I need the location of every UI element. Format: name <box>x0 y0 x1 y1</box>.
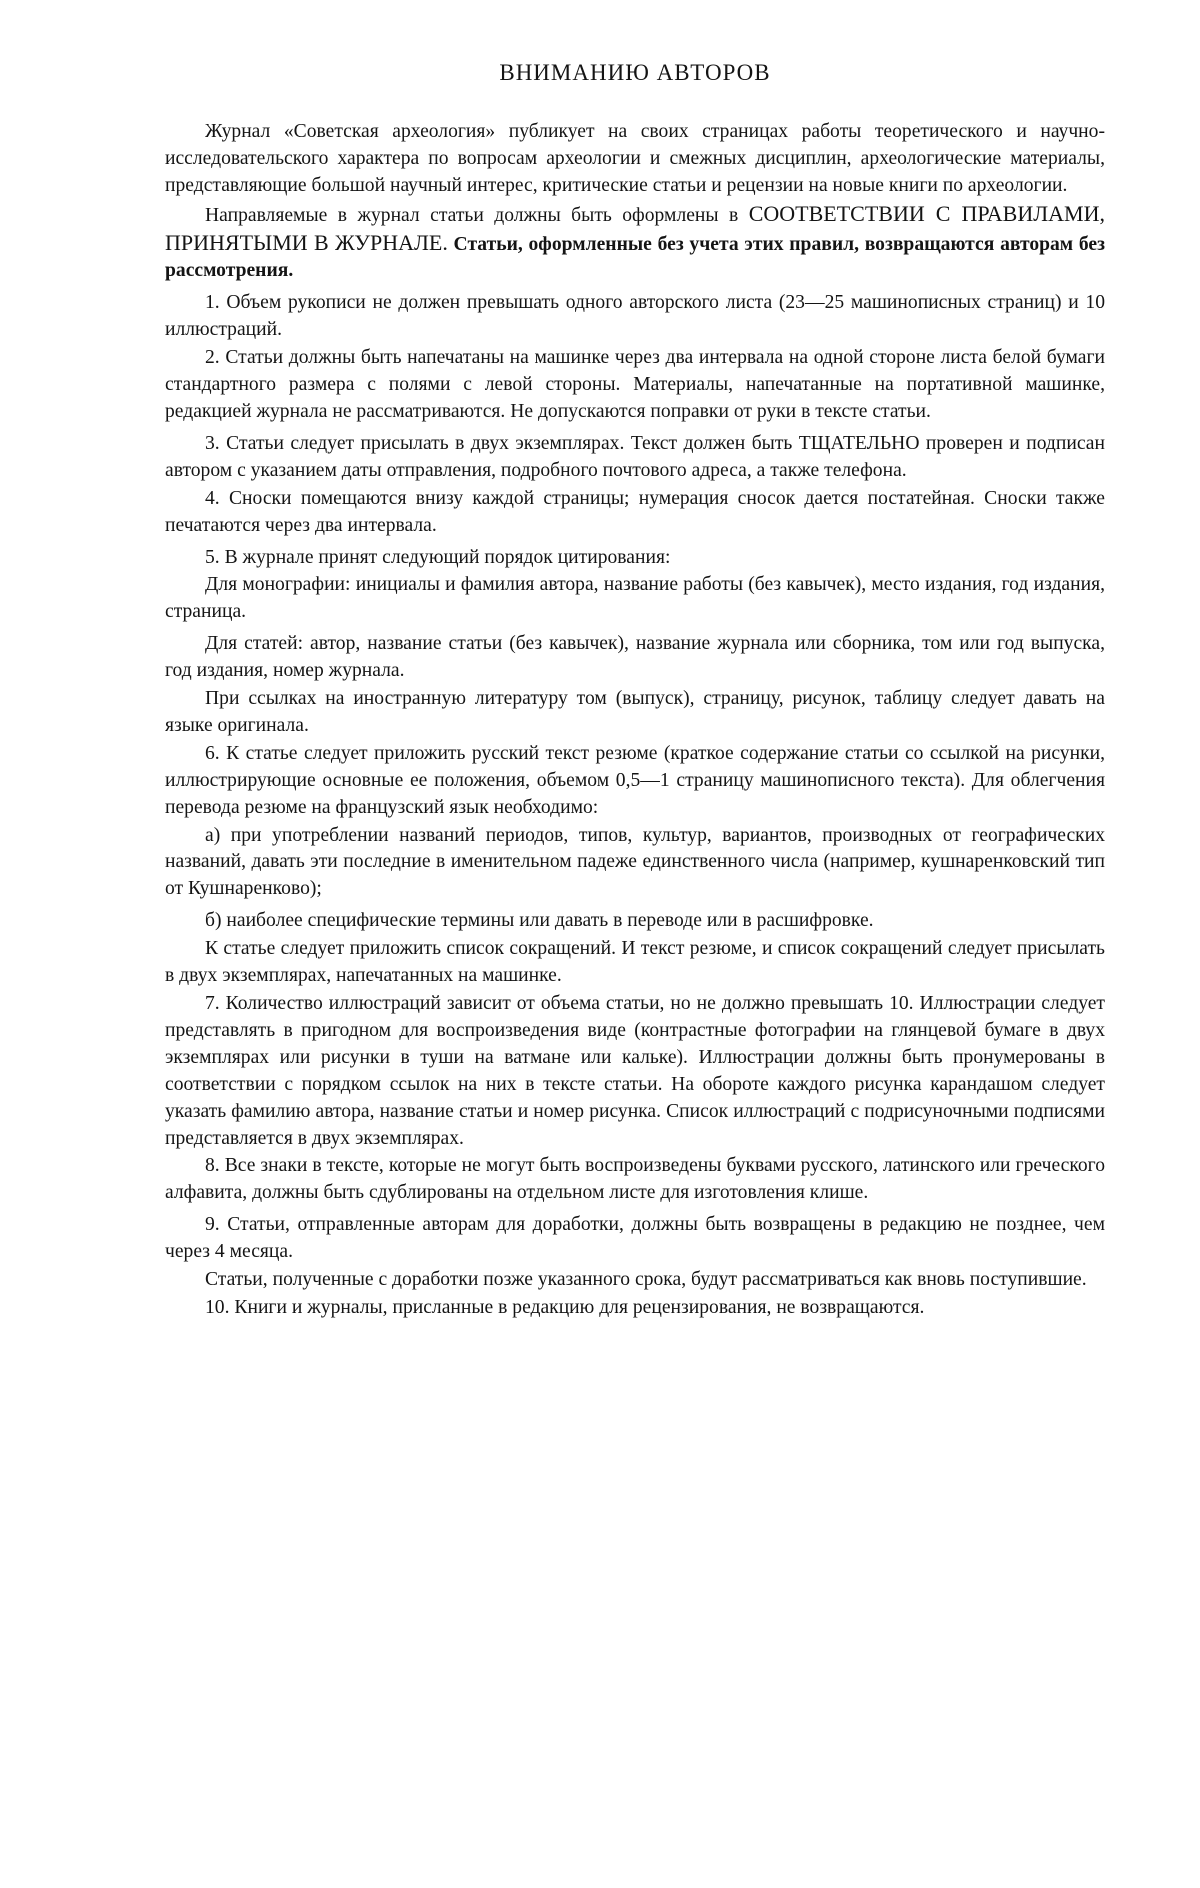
rule-item-9-note: Статьи, полученные с доработки позже указанного срока, будут рассматриваться как вновь поступившие. <box>205 1269 1087 1291</box>
rules-intro-paragraph <box>165 201 1105 286</box>
rule-item-10: 10. Книги и журналы, присланные в редакцию для рецензирования, не возвращаются. <box>205 1296 925 1318</box>
rule-item-6-abbrev: К статье следует приложить список сокращений. И текст резюме, и список сокращений следует присылать в двух экземплярах, напечатанных на машинке. <box>165 938 1105 987</box>
rule-item-4: 4. Сноски помещаются внизу каждой страницы; нумерация сносок дается постатейная. Сноски также печатаются через два интервала. <box>165 487 1105 536</box>
document-page <box>165 60 1105 1323</box>
rule-item-1: 1. Объем рукописи не должен превышать одного авторского листа (23—25 машинописных страниц) и 10 иллюстраций. <box>165 292 1105 341</box>
rule-item-2: 2. Статьи должны быть напечатаны на машинке через два интервала на одной стороне листа белой бумаги стандартного размера с полями с левой стороны. Материалы, напечатанные на портативной машинке, редакцией журнала не рассматриваются. Не допускаются поправки от руки в тексте статьи. <box>165 347 1105 422</box>
rule-item-6-b: б) наиболее специфические термины или давать в переводе или в расшифровке. <box>205 910 874 932</box>
rules-intro-bold: Статьи, оформленные без учета этих правил, возвращаются авторам без рассмотрения. <box>165 233 1105 282</box>
rule-item-6: 6. К статье следует приложить русский текст резюме (краткое содержание статьи со ссылкой на рисунки, иллюстрирующие основные ее положения, объемом 0,5—1 страницу машинописного текста). Для облегчения перевода резюме на французский язык необходимо: <box>165 742 1105 818</box>
citation-foreign: При ссылках на иностранную литературу том (выпуск), страницу, рисунок, таблицу следует давать на языке оригинала. <box>165 688 1105 736</box>
citation-articles: Для статей: автор, название статьи (без кавычек), название журнала или сборника, том или год выпуска, год издания, номер журнала. <box>165 633 1105 682</box>
rule-item-7: 7. Количество иллюстраций зависит от объема статьи, но не должно превышать 10. Иллюстрации следует представлять в пригодном для воспроизведения виде (контрастные фотографии на глянцевой бумаге в двух экземплярах или рисунки в туши на ватмане или кальке). Иллюстрации должны быть пронумерованы в соответствии с порядком ссылок на них в тексте статьи. На обороте каждого рисунка карандашом следует указать фамилию автора, название статьи и номер рисунка. Список иллюстраций с подрисуночными подписями представляется в двух экземплярах. <box>165 993 1105 1149</box>
rule-item-3: 3. Статьи следует присылать в двух экземплярах. Текст должен быть ТЩАТЕЛЬНО проверен и подписан автором с указанием даты отправления, подробного почтового адреса, а также телефона. <box>165 432 1105 481</box>
rule-item-9: 9. Статьи, отправленные авторам для доработки, должны быть возвращены в редакцию не позднее, чем через 4 месяца. <box>165 1214 1105 1263</box>
rules-intro-start: Направляемые в журнал статьи должны быть оформлены в <box>205 204 749 226</box>
citation-monographs: Для монографии: инициалы и фамилия автора, название работы (без кавычек), место издания, год издания, страница. <box>165 574 1105 623</box>
rule-item-6-a: а) при употреблении названий периодов, типов, культур, вариантов, производных от географических названий, давать эти последние в именительном падеже единственного числа (например, кушнаренковский тип от Кушнаренково); <box>165 824 1105 900</box>
rules-intro-caps: СООТВЕТСТВИИ С ПРАВИЛАМИ, ПРИНЯТЫМИ В ЖУРНАЛЕ. <box>165 200 1105 255</box>
rule-item-8: 8. Все знаки в тексте, которые не могут быть воспроизведены буквами русского, латинского или греческого алфавита, должны быть сдублированы на отдельном листе для изготовления клише. <box>165 1155 1105 1204</box>
page-title: ВНИМАНИЮ АВТОРОВ <box>499 60 771 85</box>
rule-item-5-heading: 5. В журнале принят следующий порядок цитирования: <box>205 546 671 568</box>
intro-paragraph: Журнал «Советская археология» публикует на своих страницах работы теоретического и научно-исследовательского характера по вопросам археологии и смежных дисциплин, археологические материалы, представляющие большой научный интерес, критические статьи и рецензии на новые книги по археологии. <box>165 120 1105 196</box>
